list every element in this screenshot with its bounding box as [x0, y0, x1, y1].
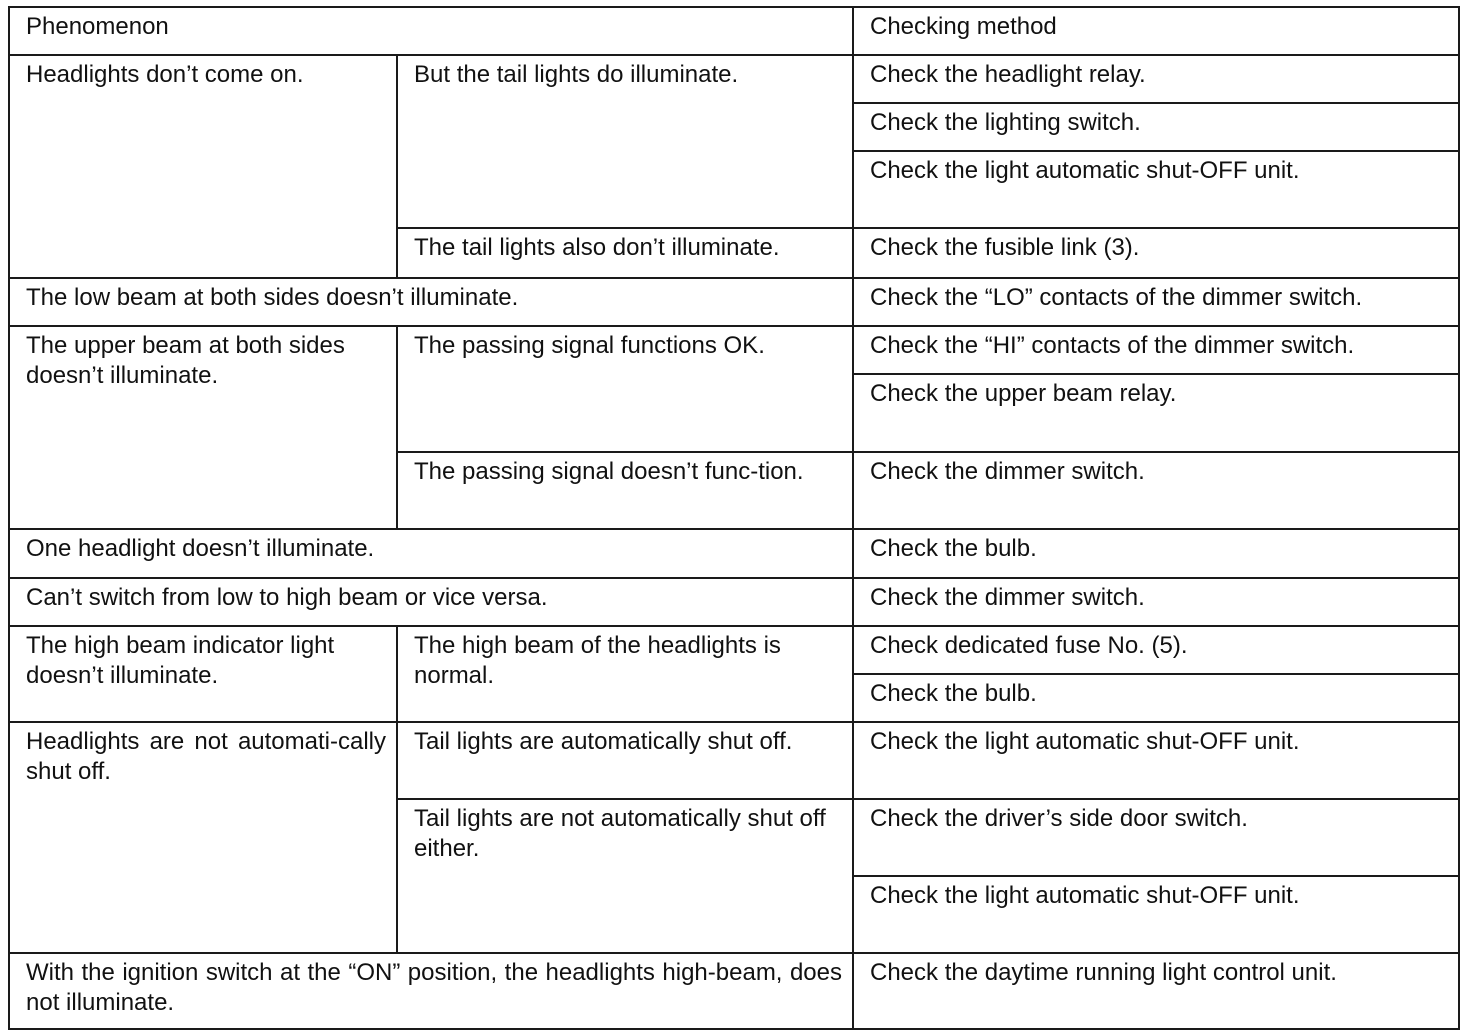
check-cell: Check the fusible link (3).: [853, 228, 1459, 278]
phenomenon-cell: Headlights don’t come on.: [9, 55, 397, 278]
check-cell: Check the light automatic shut-OFF unit.: [853, 876, 1459, 953]
check-cell: Check the bulb.: [853, 674, 1459, 722]
check-cell: Check the dimmer switch.: [853, 452, 1459, 529]
table-row: [9, 578, 1459, 626]
table-row: [9, 326, 1459, 374]
phenomenon-cell: Headlights are not automati-cally shut off.: [9, 722, 397, 953]
check-cell: Check the “LO” contacts of the dimmer switch.: [853, 278, 1459, 326]
table-row: [9, 55, 1459, 103]
phenomenon-cell: One headlight doesn’t illuminate.: [9, 529, 853, 578]
condition-cell: The passing signal functions OK.: [397, 326, 853, 452]
check-cell: Check the daytime running light control unit.: [853, 953, 1459, 1029]
check-cell: Check the dimmer switch.: [853, 578, 1459, 626]
phenomenon-cell: The upper beam at both sides doesn’t illuminate.: [9, 326, 397, 529]
condition-cell: The high beam of the headlights is normal.: [397, 626, 853, 722]
condition-cell: The tail lights also don’t illuminate.: [397, 228, 853, 278]
header-checking-method: Checking method: [853, 7, 1459, 55]
table-row: [9, 626, 1459, 674]
check-cell: Check the driver’s side door switch.: [853, 799, 1459, 876]
phenomenon-cell: Can’t switch from low to high beam or vice versa.: [9, 578, 853, 626]
check-cell: Check the upper beam relay.: [853, 374, 1459, 452]
header-row: [9, 7, 1459, 55]
check-cell: Check the bulb.: [853, 529, 1459, 578]
check-cell: Check dedicated fuse No. (5).: [853, 626, 1459, 674]
check-cell: Check the “HI” contacts of the dimmer switch.: [853, 326, 1459, 374]
check-cell: Check the light automatic shut-OFF unit.: [853, 722, 1459, 799]
table-row: [9, 722, 1459, 799]
troubleshooting-table: [8, 6, 1460, 1030]
condition-cell: But the tail lights do illuminate.: [397, 55, 853, 228]
table-row: [9, 529, 1459, 578]
table-row: [9, 953, 1459, 1029]
condition-cell: Tail lights are automatically shut off.: [397, 722, 853, 799]
table-row: [9, 278, 1459, 326]
header-phenomenon: Phenomenon: [9, 7, 853, 55]
check-cell: Check the lighting switch.: [853, 103, 1459, 151]
check-cell: Check the light automatic shut-OFF unit.: [853, 151, 1459, 228]
condition-cell: The passing signal doesn’t func-tion.: [397, 452, 853, 529]
phenomenon-cell: The high beam indicator light doesn’t illuminate.: [9, 626, 397, 722]
condition-cell: Tail lights are not automatically shut off either.: [397, 799, 853, 953]
phenomenon-cell: With the ignition switch at the “ON” position, the headlights high-beam, does not illuminate.: [9, 953, 853, 1029]
phenomenon-cell: The low beam at both sides doesn’t illuminate.: [9, 278, 853, 326]
check-cell: Check the headlight relay.: [853, 55, 1459, 103]
